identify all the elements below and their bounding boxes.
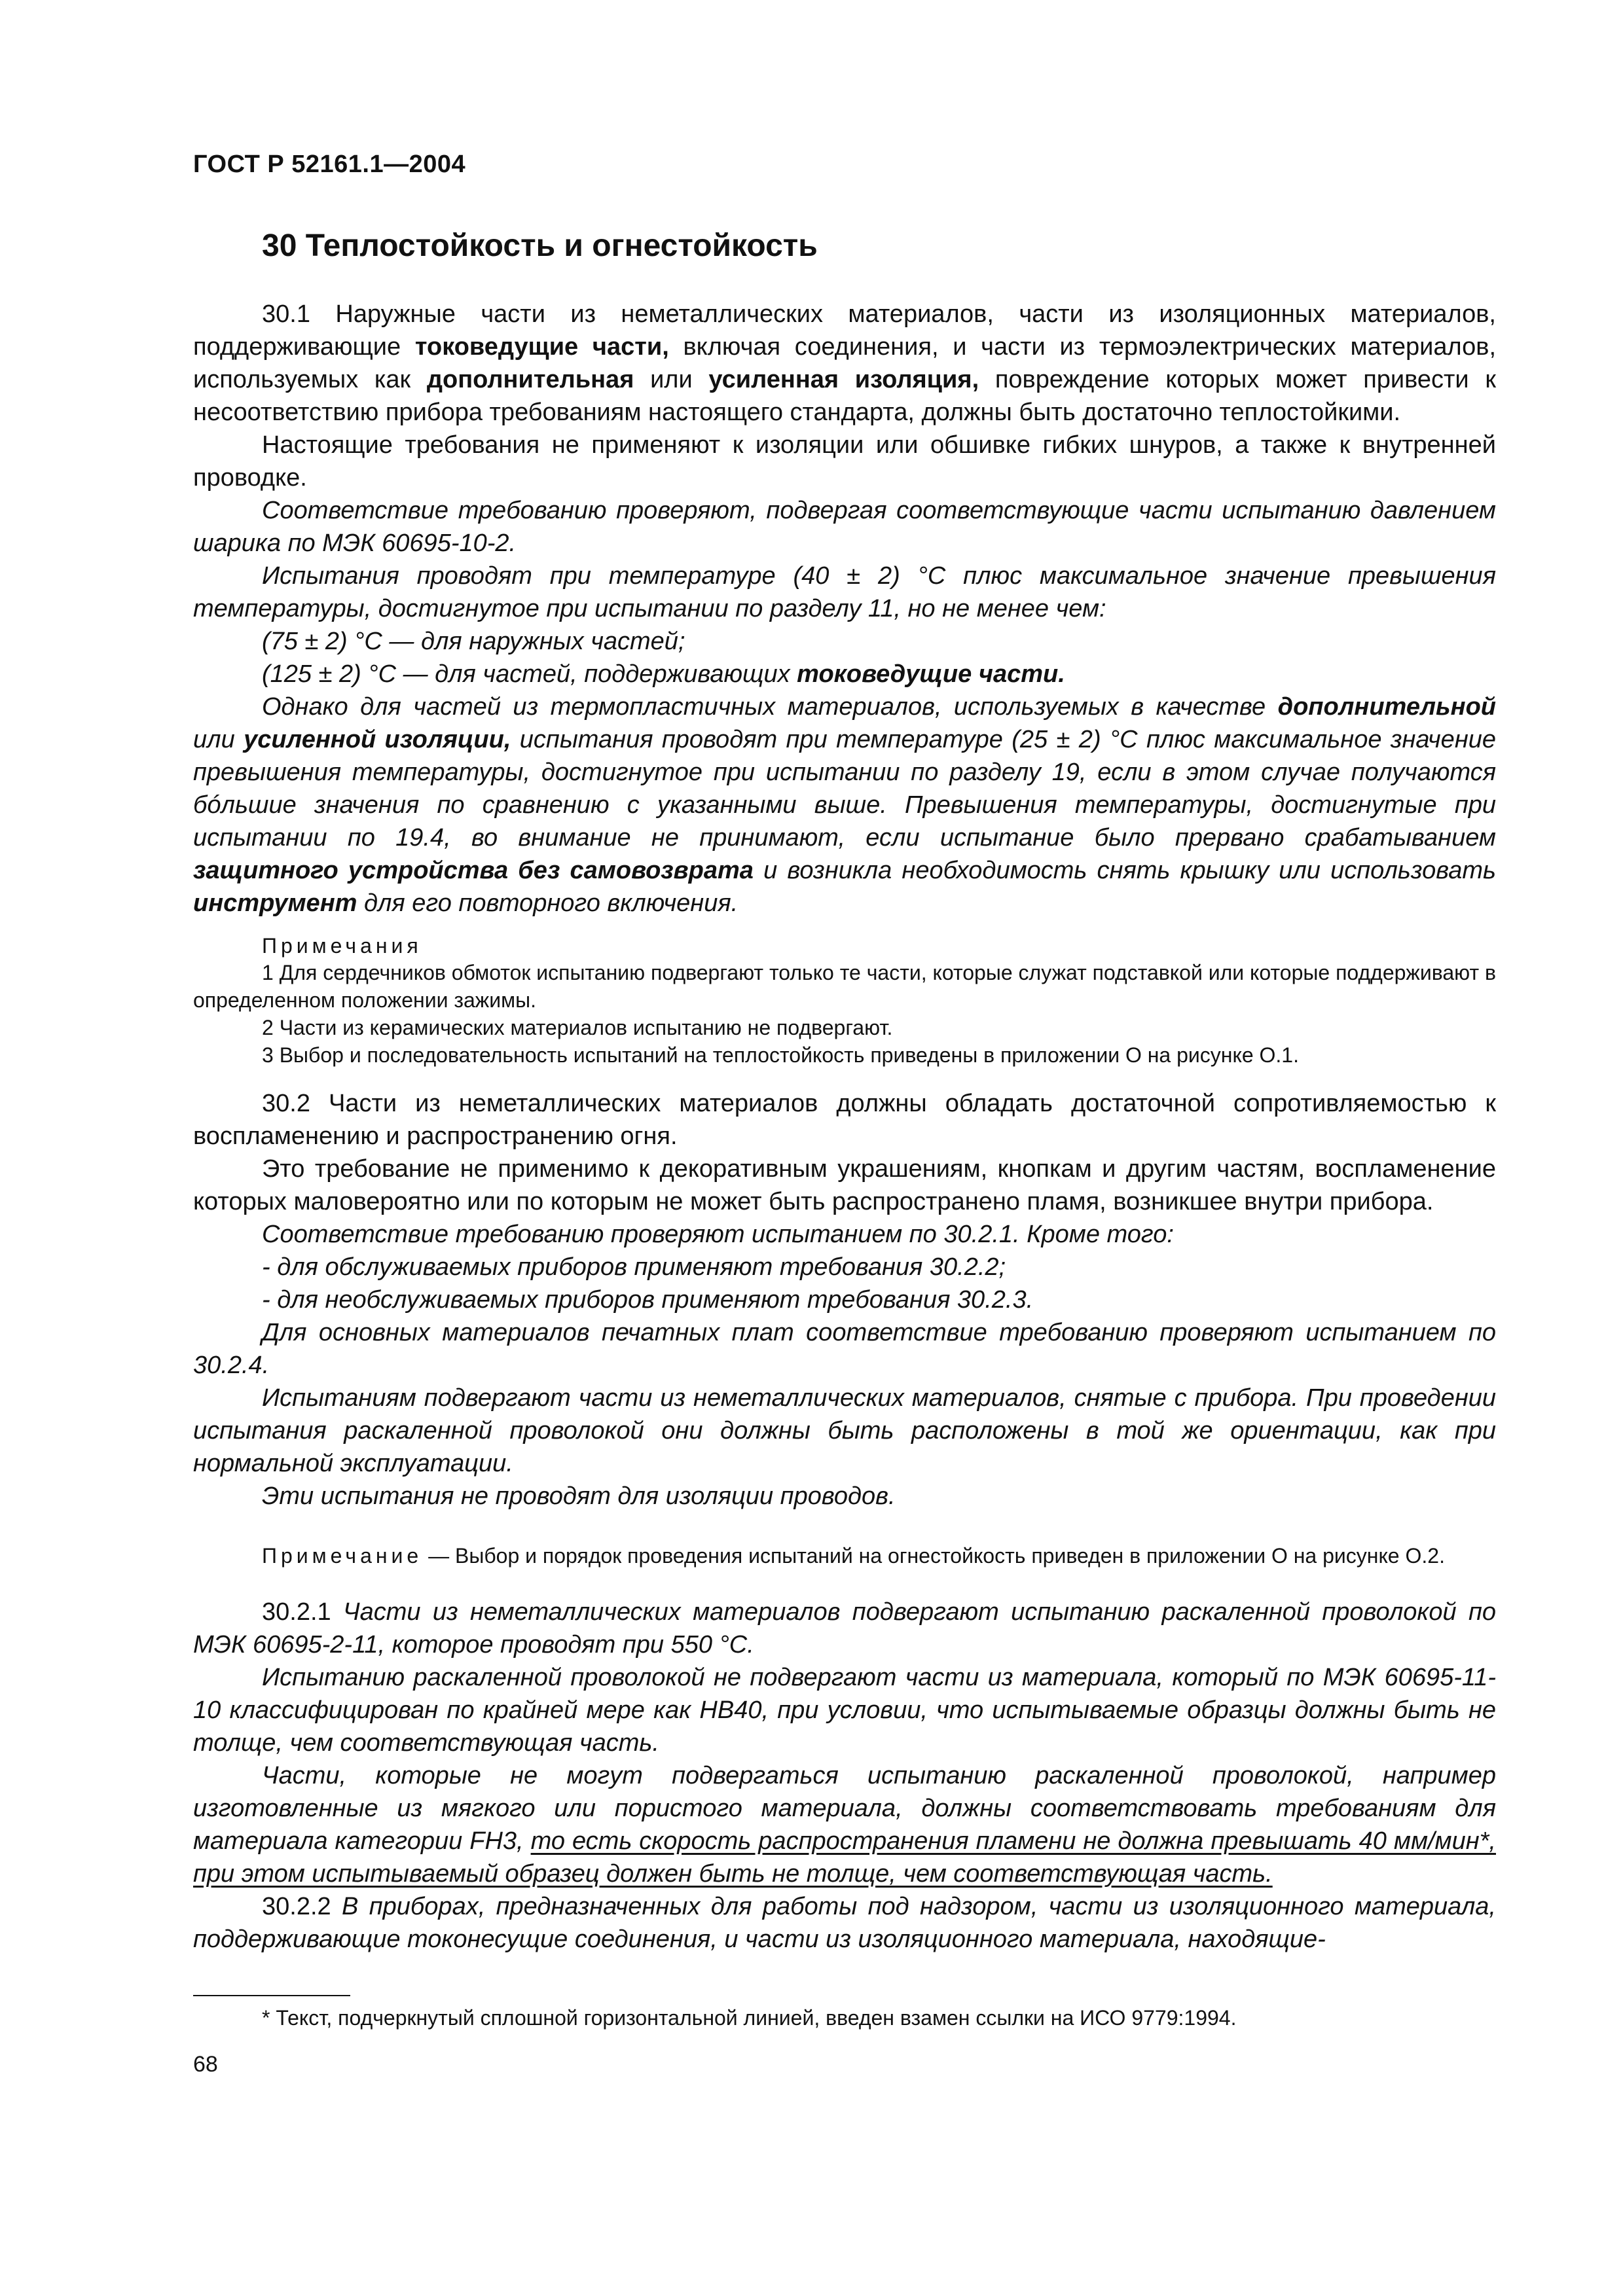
section-title: 30 Теплостойкость и огнестойкость — [262, 228, 818, 263]
paragraph-compliance: Части, которые не могут подвергаться испытанию раскаленной проволокой, например изготовленные из мягкого или пористого материала, должны соответствовать требованиям для материала категории FH3, то есть скорость распространения пламени не должна превышать 40 мм/мин*, при этом испытываемый образец должен быть не толще, чем соответствующая часть. — [193, 1762, 1496, 1888]
notes-heading: Примечания — [262, 934, 422, 958]
paragraph-compliance: Эти испытания не проводят для изоляции проводов. — [262, 1482, 896, 1510]
paragraph-30-2: 30.2 Части из неметаллических материалов должны обладать достаточной сопротивляемостью к воспламенению и распространению огня. — [193, 1090, 1496, 1150]
underlined-replacement-text: то есть скорость распространения пламени не должна превышать 40 мм/мин*, при этом испытываемый образец должен быть не толще, чем соответствующая часть. — [193, 1827, 1496, 1888]
paragraph: Настоящие требования не применяют к изоляции или обшивке гибких шнуров, а также к внутренней проводке. — [193, 431, 1496, 492]
note-inline: Примечание — Выбор и порядок проведения испытаний на огнестойкость приведен в приложении О на рисунке О.2. — [262, 1544, 1445, 1568]
footnote-divider — [193, 1995, 350, 1996]
footnote: * Текст, подчеркнутый сплошной горизонтальной линией, введен взамен ссылки на ИСО 9779:1994. — [262, 2006, 1237, 2030]
paragraph-30-2-2: 30.2.2 В приборах, предназначенных для работы под надзором, части из изоляционного материала, поддерживающие токонесущие соединения, и части из изоляционного материала, находящие- — [193, 1893, 1496, 1953]
note-item: 2 Части из керамических материалов испытанию не подвергают. — [262, 1016, 893, 1039]
paragraph-compliance: Соответствие требованию проверяют испытанием по 30.2.1. Кроме того: — [262, 1221, 1174, 1248]
defined-term: усиленной изоляции, — [244, 726, 511, 753]
list-item: - для необслуживаемых приборов применяют требования 30.2.3. — [262, 1286, 1034, 1314]
defined-term: дополнительной — [1277, 693, 1496, 721]
paragraph-30-1: 30.1 Наружные части из неметаллических материалов, части из изоляционных материалов, поддерживающие токоведущие части, включая соединения, и части из термоэлектрических материалов, используемых как дополнительная или усиленная изоляция, повреждение которых может привести к несоответствию прибора требованиям настоящего стандарта, должны быть достаточно теплостойкими. — [193, 300, 1497, 426]
note-item: 1 Для сердечников обмоток испытанию подвергают только те части, которые служат подставкой или которые поддерживают в определенном положении зажимы. — [193, 961, 1496, 1012]
defined-term: усиленная изоляция, — [708, 366, 979, 393]
paragraph-compliance: Испытания проводят при температуре (40 ± 2) °C плюс максимальное значение превышения температуры, достигнутое при испытании по разделу 11, но не менее чем: — [193, 562, 1496, 622]
paragraph-30-2-1: 30.2.1 Части из неметаллических материалов подвергают испытанию раскаленной проволокой по МЭК 60695-2-11, которое проводят при 550 °C. — [193, 1598, 1496, 1659]
paragraph-compliance: Для основных материалов печатных плат соответствие требованию проверяют испытанием по 30.2.4. — [193, 1319, 1496, 1379]
document-body — [193, 298, 1496, 1956]
paragraph-compliance: Испытаниям подвергают части из неметаллических материалов, снятые с прибора. При проведении испытания раскаленной проволокой они должны быть расположены в той же ориентации, как при нормальной эксплуатации. — [193, 1384, 1496, 1477]
document-header: ГОСТ Р 52161.1—2004 — [193, 151, 466, 178]
list-item: - для обслуживаемых приборов применяют требования 30.2.2; — [262, 1253, 1006, 1281]
paragraph: Это требование не применимо к декоративным украшениям, кнопкам и другим частям, воспламенение которых маловероятно или по которым не может быть распространено пламя, возникшее внутри прибора. — [193, 1155, 1496, 1215]
page-number: 68 — [193, 2052, 218, 2077]
note-item: 3 Выбор и последовательность испытаний на теплостойкость приведены в приложении О на рисунке О.1. — [262, 1043, 1299, 1067]
paragraph-compliance: (75 ± 2) °C — для наружных частей; — [262, 628, 685, 655]
paragraph-compliance: (125 ± 2) °C — для частей, поддерживающих токоведущие части. — [262, 660, 1065, 688]
paragraph-compliance: Однако для частей из термопластичных материалов, используемых в качестве дополнительной или усиленной изоляции, испытания проводят при температуре (25 ± 2) °C плюс максимальное значение превышения температуры, достигнутое при испытании по разделу 19, если в этом случае получаются бóльшие значения по сравнению с указанными выше. Превышения температуры, достигнутые при испытании по 19.4, во внимание не принимают, если испытание было прервано срабатыванием защитного устройства без самовозврата и возникла необходимость снять крышку или использовать инструмент для его повторного включения. — [193, 693, 1496, 917]
paragraph-compliance: Испытанию раскаленной проволокой не подвергают части из материала, который по МЭК 60695-11-10 классифицирован по крайней мере как HB40, при условии, что испытываемые образцы должны быть не толще, чем соответствующая часть. — [193, 1664, 1496, 1757]
paragraph-compliance: Соответствие требованию проверяют, подвергая соответствующие части испытанию давлением шарика по МЭК 60695-10-2. — [193, 497, 1496, 557]
defined-term: инструмент — [193, 889, 357, 917]
defined-term: токоведущие части. — [797, 660, 1065, 688]
defined-term: дополнительная — [426, 366, 634, 393]
defined-term: защитного устройства без самовозврата — [193, 857, 754, 884]
defined-term: токоведущие части, — [414, 333, 669, 361]
